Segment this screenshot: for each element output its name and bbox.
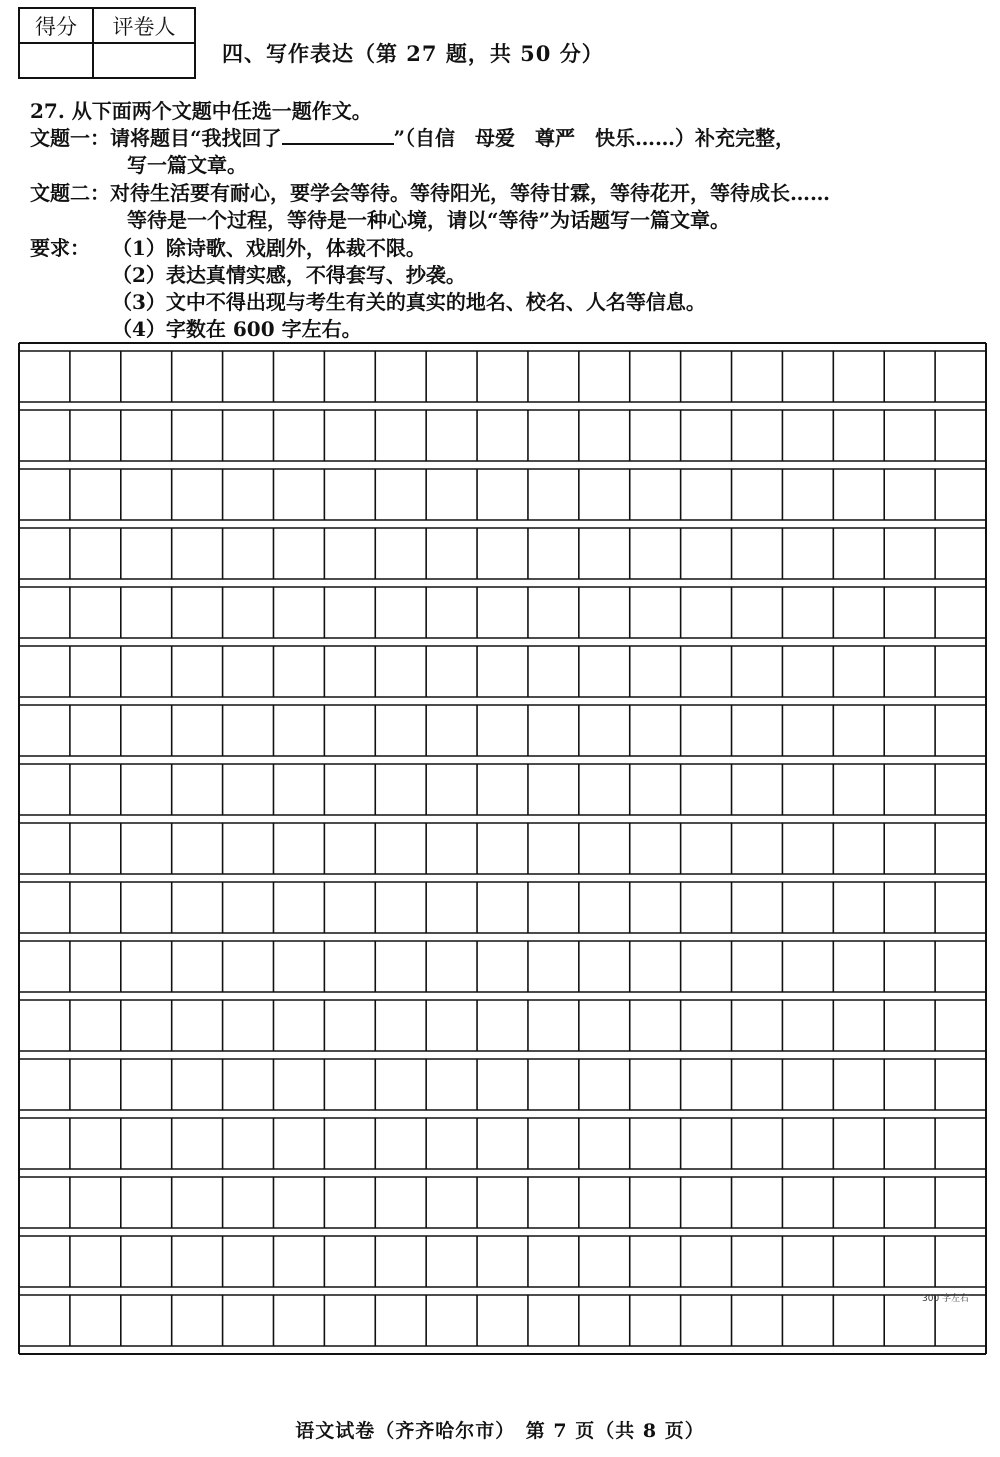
grid-row[interactable] [19, 705, 986, 756]
grid-row[interactable] [19, 1236, 986, 1287]
grid-row[interactable] [19, 1059, 986, 1110]
grid-row[interactable] [19, 646, 986, 697]
requirements-label: 要求： [30, 236, 90, 260]
requirement-1: （1）除诗歌、戏剧外，体裁不限。 [112, 236, 426, 260]
requirement-3: （3）文中不得出现与考生有关的真实的地名、校名、人名等信息。 [112, 290, 706, 314]
requirement-4: （4）字数在 600 字左右。 [112, 317, 362, 341]
grid-row[interactable] [19, 587, 986, 638]
grader-label: 评卷人 [93, 8, 195, 43]
section-title: 四、写作表达（第 27 题，共 50 分） [222, 41, 604, 66]
topic-two-line2: 等待是一个过程，等待是一种心境，请以“等待”为话题写一篇文章。 [127, 208, 731, 232]
topic-one-prefix: 文题一：请将题目“我找回了 [30, 126, 282, 150]
page-footer: 语文试卷（齐齐哈尔市） 第 7 页（共 8 页） [295, 1420, 705, 1442]
word-count-mark: 300 字左右 [922, 1294, 970, 1304]
topic-two-line1: 文题二：对待生活要有耐心，要学会等待。等待阳光，等待甘霖，等待花开，等待成长…… [30, 181, 830, 205]
grid-row[interactable] [19, 1118, 986, 1169]
topic-one-suffix: ”（自信 母爱 尊严 快乐……）补充完整， [393, 126, 796, 150]
grid-row[interactable] [19, 764, 986, 815]
question-intro: 27. 从下面两个文题中任选一题作文。 [30, 99, 372, 123]
grid-row[interactable] [19, 351, 986, 402]
grid-row[interactable] [19, 941, 986, 992]
grid-row[interactable] [19, 410, 986, 461]
grid-row[interactable] [19, 469, 986, 520]
requirement-2: （2）表达真情实感，不得套写、抄袭。 [112, 263, 466, 287]
grid-row[interactable] [19, 1295, 986, 1346]
grid-row[interactable] [19, 882, 986, 933]
score-label: 得分 [19, 8, 93, 43]
grid-row[interactable] [19, 1000, 986, 1051]
grid-row[interactable] [19, 823, 986, 874]
grid-row[interactable] [19, 1177, 986, 1228]
topic-one-line2: 写一篇文章。 [127, 153, 247, 177]
grid-row[interactable] [19, 528, 986, 579]
